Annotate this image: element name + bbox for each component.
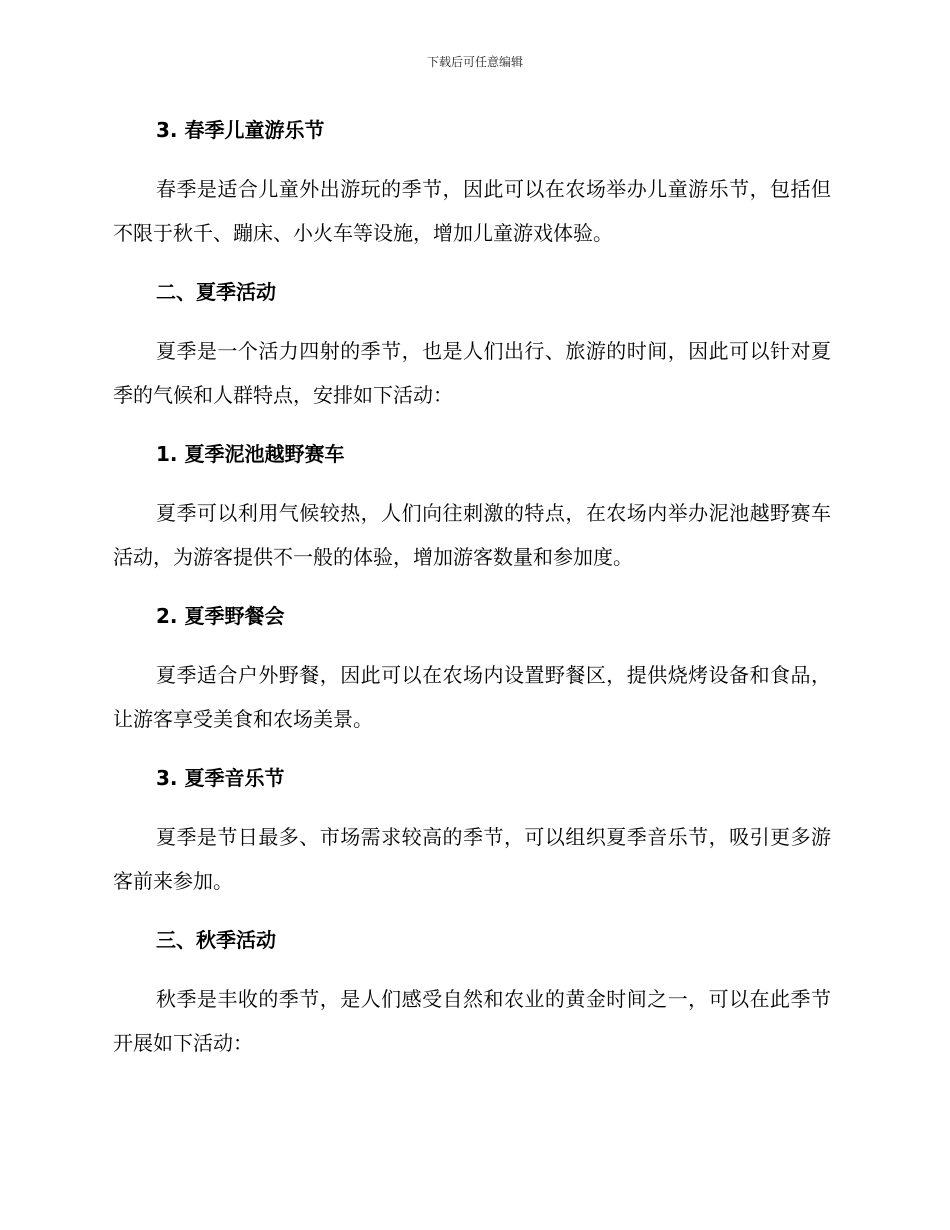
section-heading-spring-kids-festival: 3. 春季儿童游乐节 — [156, 118, 325, 142]
section-paragraph-summer-activities: 夏季是一个活力四射的季节，也是人们出行、旅游的时间，因此可以针对夏季的气候和人群特点，安排如下活动： — [113, 339, 831, 407]
section-paragraph-summer-mud-racing: 夏季可以利用气候较热，人们向往刺激的特点，在农场内举办泥池越野赛车活动，为游客提供不一般的体验，增加游客数量和参加度。 — [113, 501, 831, 569]
section-heading-summer-mud-racing: 1. 夏季泥池越野赛车 — [156, 442, 345, 466]
section-paragraph-autumn-activities: 秋季是丰收的季节，是人们感受自然和农业的黄金时间之一，可以在此季节开展如下活动： — [113, 987, 831, 1055]
section-paragraph-summer-picnic: 夏季适合户外野餐，因此可以在农场内设置野餐区，提供烧烤设备和食品，让游客享受美食和农场美景。 — [113, 663, 831, 731]
section-paragraph-summer-music-festival: 夏季是节日最多、市场需求较高的季节，可以组织夏季音乐节，吸引更多游客前来参加。 — [113, 825, 831, 893]
section-heading-summer-music-festival: 3. 夏季音乐节 — [156, 766, 285, 790]
section-heading-autumn-activities: 三、秋季活动 — [156, 928, 276, 952]
section-heading-summer-activities: 二、夏季活动 — [156, 280, 276, 304]
section-paragraph-spring-kids-festival: 春季是适合儿童外出游玩的季节，因此可以在农场举办儿童游乐节，包括但不限于秋千、蹦床、小火车等设施，增加儿童游戏体验。 — [113, 177, 831, 245]
page-header-note: 下载后可任意编辑 — [426, 55, 523, 69]
section-heading-summer-picnic: 2. 夏季野餐会 — [156, 604, 285, 628]
document-body — [113, 108, 831, 1065]
